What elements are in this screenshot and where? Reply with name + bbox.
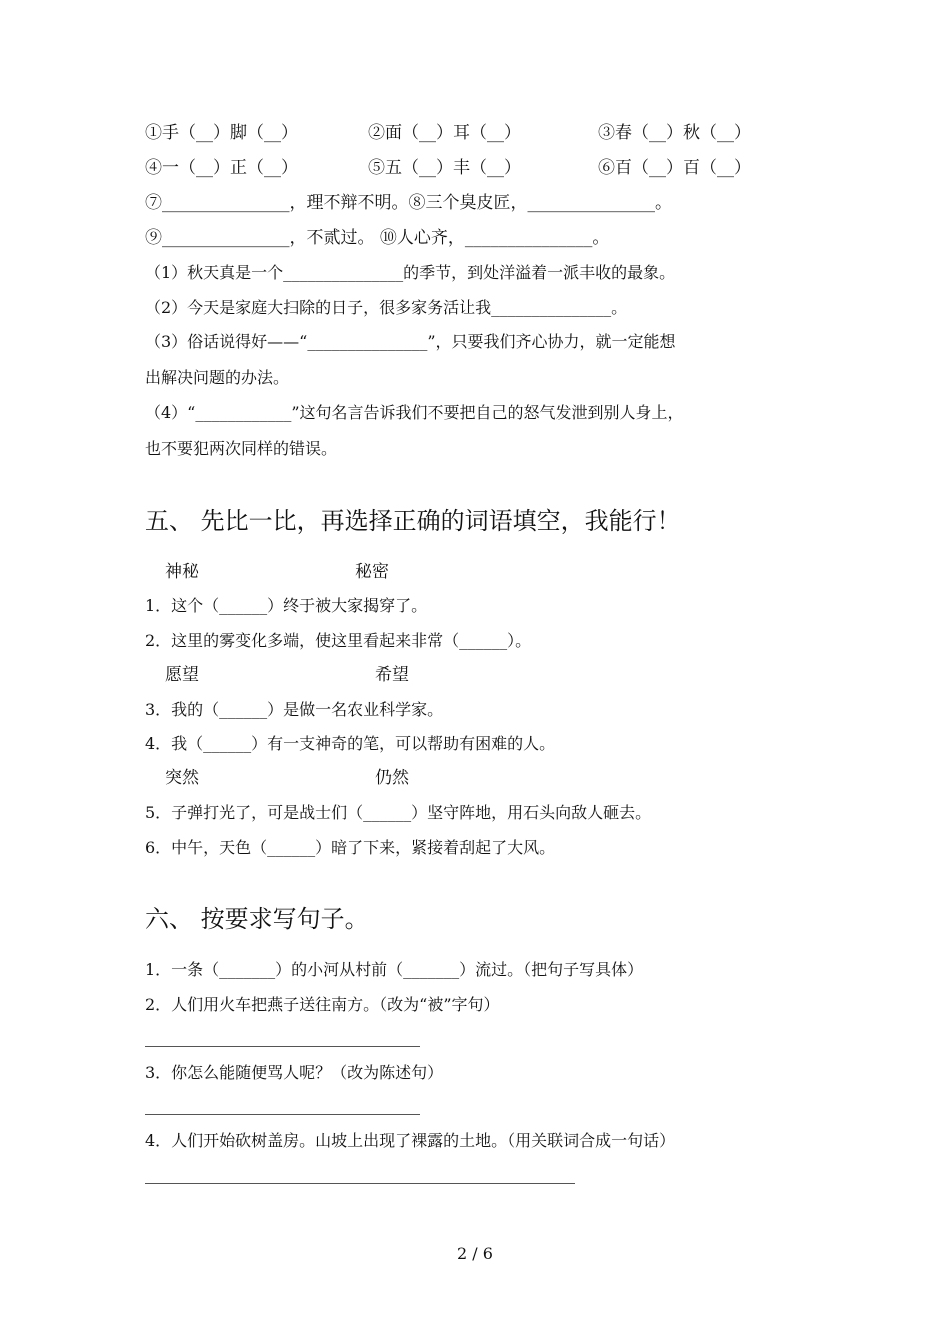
- rewrite-sentence-3: 3．你怎么能随便骂人呢？（改为陈述句）: [145, 1063, 444, 1082]
- fill-question-2: （2）今天是家庭大扫除的日子，很多家务活让我_______________。: [145, 298, 628, 317]
- section-6-heading: 六、 按要求写句子。: [145, 905, 369, 933]
- answer-line-4[interactable]: [145, 1183, 575, 1184]
- fill-question-4-line-1: （4）“____________”这句名言告诉我们不要把自己的怒气发泄到别人身上，: [145, 403, 684, 422]
- fill-question-3-line-2: 出解决问题的办法。: [145, 368, 290, 387]
- fill-question-1: （1）秋天真是一个_______________的季节，到处洋溢着一派丰收的最象。: [145, 263, 676, 282]
- idiom-pair-3: ③春（__）秋（__）: [598, 123, 751, 143]
- idiom-pair-4: ④一（__）正（__）: [145, 158, 298, 178]
- word-choice-1b: 秘密: [355, 562, 389, 582]
- idiom-pair-5: ⑤五（__）丰（__）: [368, 158, 521, 178]
- choice-sentence-1: 1．这个（______）终于被大家揭穿了。: [145, 596, 428, 615]
- idiom-pair-2: ②面（__）耳（__）: [368, 123, 521, 143]
- choice-sentence-6: 6．中午，天色（______）暗了下来，紧接着刮起了大风。: [145, 838, 556, 857]
- choice-sentence-5: 5．子弹打光了，可是战士们（______）坚守阵地，用石头向敌人砸去。: [145, 803, 652, 822]
- idiom-pair-1: ①手（__）脚（__）: [145, 123, 298, 143]
- rewrite-sentence-1: 1．一条（_______）的小河从村前（_______）流过。（把句子写具体）: [145, 960, 644, 979]
- idiom-pair-6: ⑥百（__）百（__）: [598, 158, 751, 178]
- answer-line-3[interactable]: [145, 1114, 420, 1115]
- section-5-heading: 五、 先比一比，再选择正确的词语填空，我能行！: [145, 507, 681, 535]
- fill-question-4-line-2: 也不要犯两次同样的错误。: [145, 439, 338, 458]
- saying-line-9: ⑨_______________，不贰过。 ⑩人心齐，_______________。: [145, 228, 610, 248]
- page-number: 2 / 6: [457, 1244, 493, 1263]
- saying-line-7: ⑦_______________，理不辩不明。⑧三个臭皮匠，_______________。: [145, 193, 672, 213]
- answer-line-2[interactable]: [145, 1046, 420, 1047]
- rewrite-sentence-4: 4．人们开始砍树盖房。山坡上出现了裸露的土地。（用关联词合成一句话）: [145, 1131, 676, 1150]
- word-choice-3a: 突然: [165, 768, 199, 788]
- choice-sentence-4: 4．我（______）有一支神奇的笔，可以帮助有困难的人。: [145, 734, 556, 753]
- choice-sentence-3: 3．我的（______）是做一名农业科学家。: [145, 700, 444, 719]
- fill-question-3-line-1: （3）俗话说得好——“_______________”，只要我们齐心协力，就一定能想: [145, 332, 676, 351]
- word-choice-1a: 神秘: [165, 562, 199, 582]
- choice-sentence-2: 2．这里的雾变化多端，使这里看起来非常（______）。: [145, 631, 532, 650]
- word-choice-3b: 仍然: [375, 768, 409, 788]
- word-choice-2b: 希望: [375, 665, 409, 685]
- rewrite-sentence-2: 2．人们用火车把燕子送往南方。（改为“被”字句）: [145, 995, 500, 1014]
- word-choice-2a: 愿望: [165, 665, 199, 685]
